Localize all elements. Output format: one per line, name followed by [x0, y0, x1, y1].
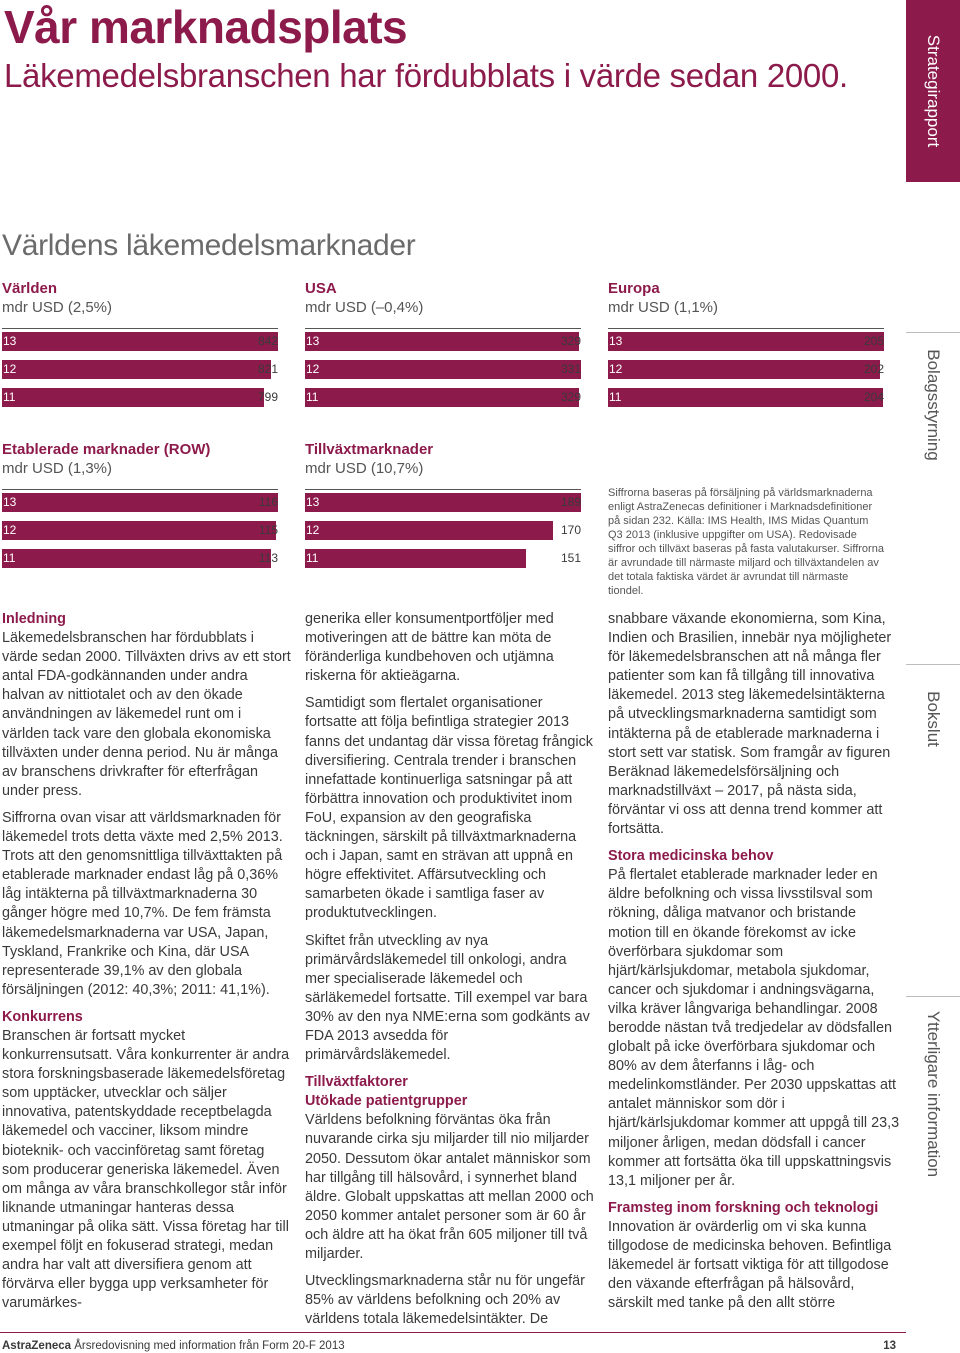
chart-title: USA	[305, 280, 337, 297]
chart-tillvaxt	[305, 441, 581, 565]
chart-bar	[305, 360, 581, 379]
chart-bar	[305, 549, 526, 568]
chart-subtitle: mdr USD (1,3%)	[2, 460, 113, 477]
chart-bar-row	[305, 549, 581, 568]
chart-usa	[305, 280, 581, 404]
chart-bar	[305, 521, 553, 540]
chart-etablerade	[2, 441, 278, 565]
chart-category-label: 12	[609, 362, 623, 376]
chart-category-label: 13	[3, 495, 17, 509]
chart-category-label: 11	[3, 551, 16, 565]
chart-title: Europa	[608, 280, 660, 297]
chart-category-label: 13	[306, 495, 320, 509]
chart-value-label: 799	[257, 390, 278, 404]
tab-ytterligare-information[interactable]	[906, 996, 960, 1192]
chart-category-label: 11	[3, 390, 16, 404]
chart-category-label: 11	[306, 390, 319, 404]
chart-bar	[608, 360, 880, 379]
chart-bar-row	[2, 493, 278, 512]
paragraph: Utvecklingsmarknaderna står nu för ungefär 85% av världens befolkning och 20% av världens totala läkemedelsintäkter. De	[305, 1273, 585, 1328]
chart-bar-row	[2, 521, 278, 540]
page-subtitle: Läkemedelsbranschen har fördubblats i värde sedan 2000.	[4, 57, 848, 94]
chart-category-label: 11	[306, 551, 319, 565]
chart-bar-row	[305, 493, 581, 512]
chart-bar	[2, 332, 278, 351]
chart-varlden	[2, 280, 278, 404]
paragraph: Siffrorna ovan visar att världsmarknaden för läkemedel trots detta växte med 2,5% 2013. Trots att den genomsnittliga tillväxttakten på etablerade marknader endast låg på 0,36% låg intäkterna på tillväxtmarknaderna 30 gånger högre med 10,7%. De fem främsta läkemedelsmarknaderna var USA, Japan, Tyskland, Frankrike och Kina, där USA representerade 39,1% av den globala försäljningen (2012: 40,3%; 2011: 41,1%).	[2, 809, 283, 998]
chart-value-label: 151	[560, 551, 581, 565]
chart-bar	[2, 521, 276, 540]
chart-value-label: 116	[258, 495, 278, 509]
chart-bar-row	[608, 388, 884, 407]
chart-bar	[2, 388, 264, 407]
chart-value-label: 115	[258, 523, 278, 537]
chart-baseline	[305, 328, 581, 329]
chart-bar-row	[305, 332, 581, 351]
heading-konkurrens: Konkurrens	[2, 1008, 83, 1025]
section-title: Världens läkemedelsmarknader	[2, 229, 416, 262]
paragraph: Skiftet från utveckling av nya primärvårdsläkemedel till onkologi, andra mer specialiserade läkemedel och särläkemedel fortsatte. Till exempel var bara 30% av den nya NME:erna som godkänts av FDA 2013 avsedda för primärvårdsläkemedel.	[305, 932, 590, 1064]
chart-category-label: 13	[3, 334, 17, 348]
page-footer	[0, 1330, 906, 1353]
chart-bar-row	[2, 549, 278, 568]
chart-value-label: 205	[863, 334, 884, 348]
chart-subtitle: mdr USD (10,7%)	[305, 460, 424, 477]
chart-category-label: 13	[306, 334, 320, 348]
footer-company: AstraZeneca	[2, 1340, 72, 1352]
tab-bolagsstyrning[interactable]	[906, 332, 960, 477]
chart-value-label: 842	[257, 334, 278, 348]
chart-category-label: 12	[3, 523, 17, 537]
chart-baseline	[2, 489, 278, 490]
chart-baseline	[608, 328, 884, 329]
chart-category-label: 12	[306, 523, 320, 537]
chart-value-label: 202	[863, 362, 884, 376]
footer-rule	[0, 1332, 906, 1333]
chart-bar	[305, 332, 579, 351]
chart-value-label: 331	[560, 362, 581, 376]
chart-value-label: 204	[863, 390, 884, 404]
chart-category-label: 11	[609, 390, 622, 404]
chart-value-label: 329	[560, 334, 581, 348]
paragraph: generika eller konsumentportföljer med motiveringen att de bättre kan möta de föränderliga kundbehoven och utjämna riskerna för aktieägarna.	[305, 611, 554, 685]
chart-bar	[305, 388, 579, 407]
heading-inledning: Inledning	[2, 611, 66, 627]
chart-category-label: 13	[609, 334, 623, 348]
chart-subtitle: mdr USD (2,5%)	[2, 299, 113, 316]
chart-value-label: 821	[257, 362, 278, 376]
chart-category-label: 12	[306, 362, 320, 376]
paragraph: Världens befolkning förväntas öka från nuvarande cirka sju miljarder till nio miljarder 2050. Dessutom ökar antalet människor som har tillgång till hälsovård, i synnerhet bland äldre. Globalt uppskattas att mellan 2000 och 2050 kommer antalet personer som är 60 år och äldre att ha ökat från 605 miljoner till två miljarder.	[305, 1112, 594, 1262]
chart-title: Etablerade marknader (ROW)	[2, 441, 211, 458]
chart-bar-row	[608, 332, 884, 351]
section-tabs-sidebar	[906, 0, 960, 1330]
tab-bokslut[interactable]	[906, 664, 960, 774]
chart-value-label: 329	[560, 390, 581, 404]
paragraph: snabbare växande ekonomierna, som Kina, Indien och Brasilien, innebär nya möjligheter för läkemedelsbranschen att nå många fler patienter som kan få tillgång till innovativa läkemedel. 2013 steg läkemedelsintäkterna på utvecklingsmarknaderna samtidigt som intäkterna på de etablerade marknaderna i stort sett var statisk. Som framgår av figuren Beräknad läkemedelsförsäljning och marknadstillväxt – 2017, på nästa sida, förväntar vi oss att denna trend kommer att fortsätta.	[608, 611, 892, 838]
body-column-1	[2, 610, 292, 1321]
chart-value-label: 113	[258, 551, 278, 565]
chart-baseline	[2, 328, 278, 329]
chart-value-label: 189	[560, 495, 581, 509]
paragraph: Läkemedelsbranschen har fördubblats i värde sedan 2000. Tillväxten drivs av ett stort antal FDA-godkännanden under andra halvan av nittiotalet och av den ökade användningen av läkemedel runt om i världen tack vare den globala ekonomiska tillväxten under denna period. Nu är många av branschens drivkrafter för efterfrågan under press.	[2, 630, 291, 799]
chart-subtitle: mdr USD (1,1%)	[608, 299, 719, 316]
heading-patientgrupper: Utökade patientgrupper	[305, 1093, 468, 1110]
tab-label: Bokslut	[924, 691, 943, 747]
chart-title: Världen	[2, 280, 58, 297]
chart-bar-row	[305, 360, 581, 379]
chart-bar	[2, 549, 271, 568]
page-title: Vår marknadsplats	[4, 1, 408, 53]
heading-tillvaxtfaktorer: Tillväxtfaktorer	[305, 1074, 408, 1091]
chart-bar	[2, 493, 278, 512]
chart-bar-row	[305, 521, 581, 540]
chart-bar	[2, 360, 271, 379]
chart-subtitle: mdr USD (–0,4%)	[305, 299, 424, 316]
page-number: 13	[883, 1340, 896, 1352]
tab-label: Bolagsstyrning	[924, 348, 943, 461]
body-column-2	[305, 610, 595, 1337]
chart-europa	[608, 280, 884, 404]
paragraph: Innovation är ovärderlig om vi ska kunna tillgodose de medicinska behoven. Befintliga läkemedel är fortsatt viktiga för att tillgodose den växande efterfrågan på hälsovård, särskilt med tanke på den allt större	[608, 1218, 892, 1312]
tab-label: Ytterligare information	[924, 1010, 943, 1178]
chart-bar-row	[305, 388, 581, 407]
chart-value-label: 170	[560, 523, 581, 537]
paragraph: Samtidigt som flertalet organisationer fortsatte att följa befintliga strategier 2013 fanns det undantag där vissa företag frångick diversifiering. Centrala trender i branschen innefattade kontinuerliga satsningar på att förbättra innovation och produktivitet inom FoU, expansion av den geografiska täckningen, särskilt på tillväxtmarknaderna och i Japan, samt en strävan att uppnå en högre effektivitet. Affärsutveckling och samarbeten ökade i samtliga faser av produktutvecklingen.	[305, 695, 593, 922]
chart-bar-row	[608, 360, 884, 379]
chart-title: Tillväxtmarknader	[305, 441, 434, 458]
heading-framsteg: Framsteg inom forskning och teknologi	[608, 1199, 879, 1216]
chart-bar-row	[2, 360, 278, 379]
paragraph: Branschen är fortsatt mycket konkurrensutsatt. Våra konkurrenter är andra stora forskningsbaserade läkemedelsföretag som upptäcker, utvecklar och säljer innovativa, patentskyddade receptbelagda läkemedel och vacciner, liksom mindre bioteknik- och vaccinföretag samt företag som producerar generiska läkemedel. Även om många av våra branschkollegor står inför liknande utmaningar hanteras dessa utmaningar på olika sätt. Vissa företag har till exempel följt en fokuserad strategi, medan andra har valt att diversifiera genom att förvärva eller bygga upp verksamheter för varumärkes-	[2, 1027, 290, 1312]
chart-bar-row	[2, 332, 278, 351]
chart-baseline	[305, 489, 581, 490]
chart-bar-row	[2, 388, 278, 407]
chart-category-label: 12	[3, 362, 17, 376]
chart-bar	[305, 493, 581, 512]
body-column-3	[608, 610, 900, 1321]
source-note: Siffrorna baseras på försäljning på världsmarknaderna enligt AstraZenecas definitioner i Marknadsdefinitioner på sidan 232. Källa: IMS Health, IMS Midas Quantum Q3 2013 (inklusive uppgifter om USA). Redovisade siffror och tillväxt baseras på fasta valutakurser. Siffrorna är avrundade till närmaste miljard och tillväxtandelen av det totala faktiska värdet är avrundat till närmaste tiondel.	[608, 487, 884, 597]
tab-strategirapport[interactable]	[906, 0, 960, 182]
footer-report: Årsredovisning med information från Form 20-F 2013	[74, 1340, 345, 1352]
heading-medicinska-behov: Stora medicinska behov	[608, 848, 774, 865]
paragraph: På flertalet etablerade marknader leder en äldre befolkning och vissa livsstilsval som rökning, dåliga matvanor och bristande motion till en ökande förekomst av icke överförbara sjukdomar som hjärt/kärlsjukdomar, metabola sjukdomar, cancer och sjukdomar i andningsvägarna, vilka kräver långvariga behandlingar. 2008 berodde nästan två tredjedelar av dödsfallen globalt på icke överförbara sjukdomar och 80% av dem återfanns i låg- och medelinkomstländer. Per 2030 uppskattas att antalet människor som dör i hjärt/kärlsjukdomar kommer att uppgå till 23,3 miljoner årligen, medan dödsfall i cancer kommer att fortsätta öka till uppskattningsvis 13,1 miljoner per år.	[608, 867, 900, 1189]
tab-label: Strategirapport	[924, 34, 943, 148]
chart-bar	[608, 332, 884, 351]
chart-bar	[608, 388, 883, 407]
footer-publication	[2, 1339, 345, 1353]
